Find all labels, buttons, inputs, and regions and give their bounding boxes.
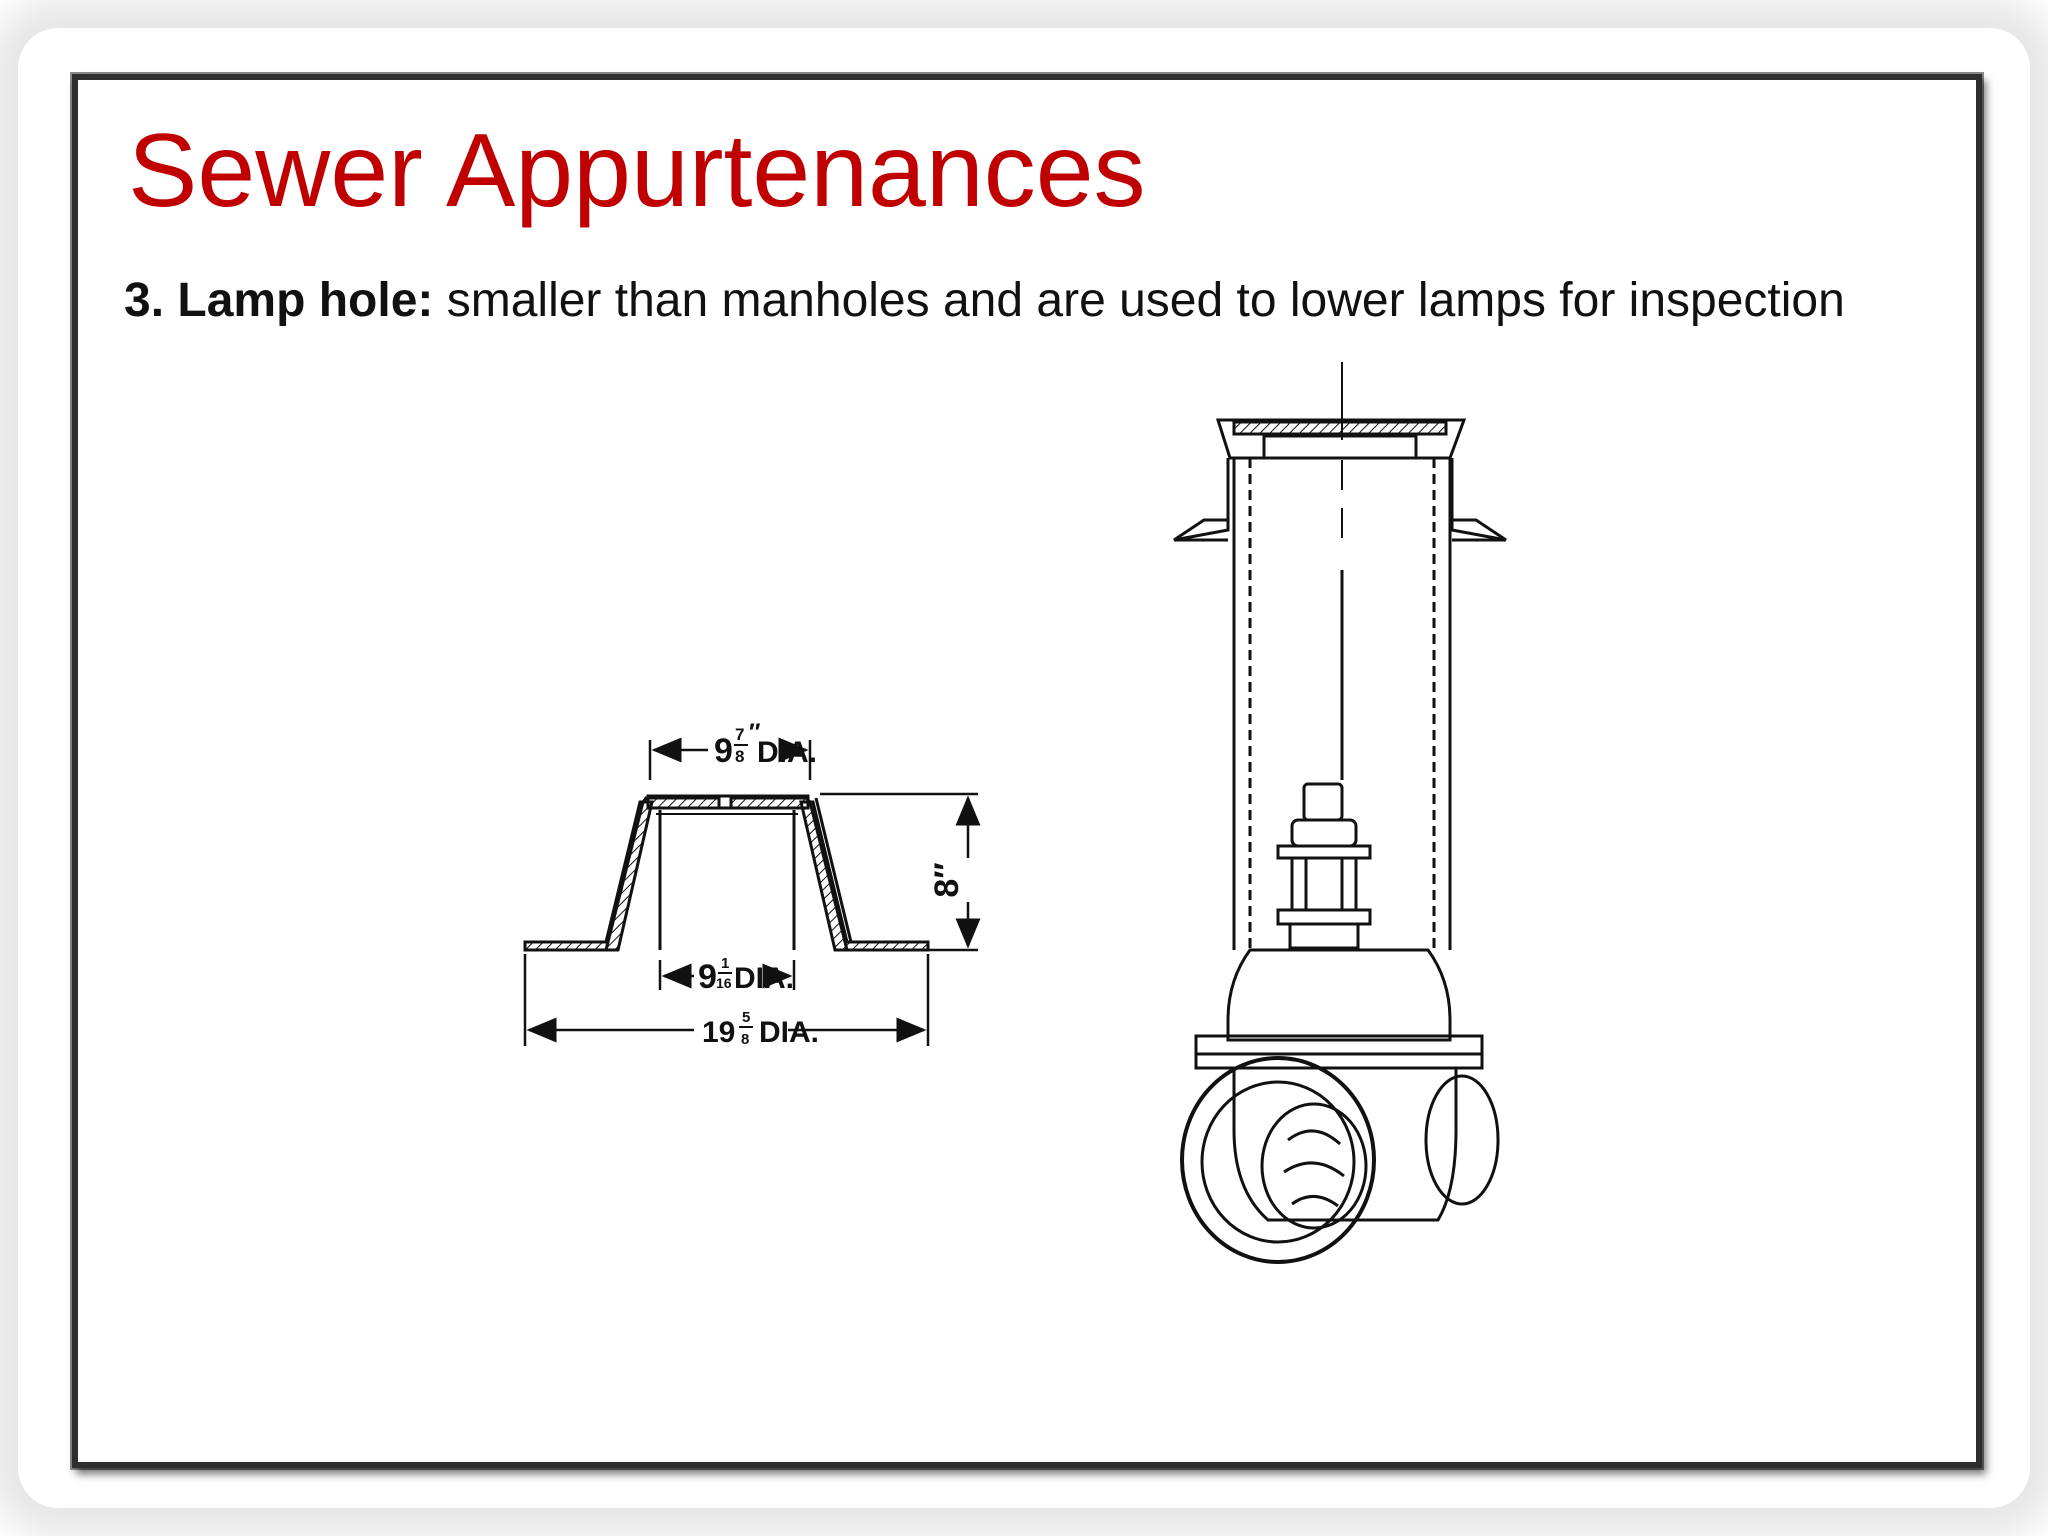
dim-base-whole: 19 xyxy=(702,1016,736,1049)
bullet-lead: 3. Lamp hole: xyxy=(124,274,434,327)
dim-inner-num: 1 xyxy=(721,955,730,972)
dim-inner-whole: 9 xyxy=(698,958,717,996)
dim-height: 8″ xyxy=(928,862,966,898)
dim-base-unit: DIA. xyxy=(759,1016,819,1049)
dim-inner-den: 16 xyxy=(716,975,732,991)
dim-top-den: 8 xyxy=(735,747,745,766)
dim-inner-unit: DIA. xyxy=(734,962,794,995)
valve-nut xyxy=(1304,784,1342,820)
cover-hatch xyxy=(1234,422,1446,434)
dimension-lines xyxy=(525,740,978,1046)
casting-outline xyxy=(525,798,928,950)
valve-port-front xyxy=(1182,1058,1374,1262)
dim-base-num: 5 xyxy=(742,1009,751,1026)
lamp-hole-riser-figure xyxy=(1174,362,1506,1262)
right-wall xyxy=(801,802,928,950)
frame-flange-right xyxy=(1452,458,1506,540)
dim-top-whole: 9 xyxy=(714,732,733,770)
cover-lid xyxy=(1264,436,1416,458)
dim-top-unit: DIA. xyxy=(757,736,817,769)
dim-top-inch: ″ xyxy=(749,719,761,746)
frame-flange-left xyxy=(1174,458,1228,540)
left-wall xyxy=(525,802,652,950)
slide-title: Sewer Appurtenances xyxy=(128,113,1146,229)
slide xyxy=(72,74,1982,1468)
dim-base-den: 8 xyxy=(741,1031,750,1048)
bullet-body: smaller than manholes and are used to lower lamps for inspection xyxy=(446,274,1845,327)
dim-top-num: 7 xyxy=(735,725,745,744)
lamp-hole-drawings xyxy=(78,80,1976,1462)
valve-port-right xyxy=(1426,1076,1498,1204)
valve-bonnet xyxy=(1228,950,1450,1040)
lamp-hole-section-figure xyxy=(525,796,928,950)
